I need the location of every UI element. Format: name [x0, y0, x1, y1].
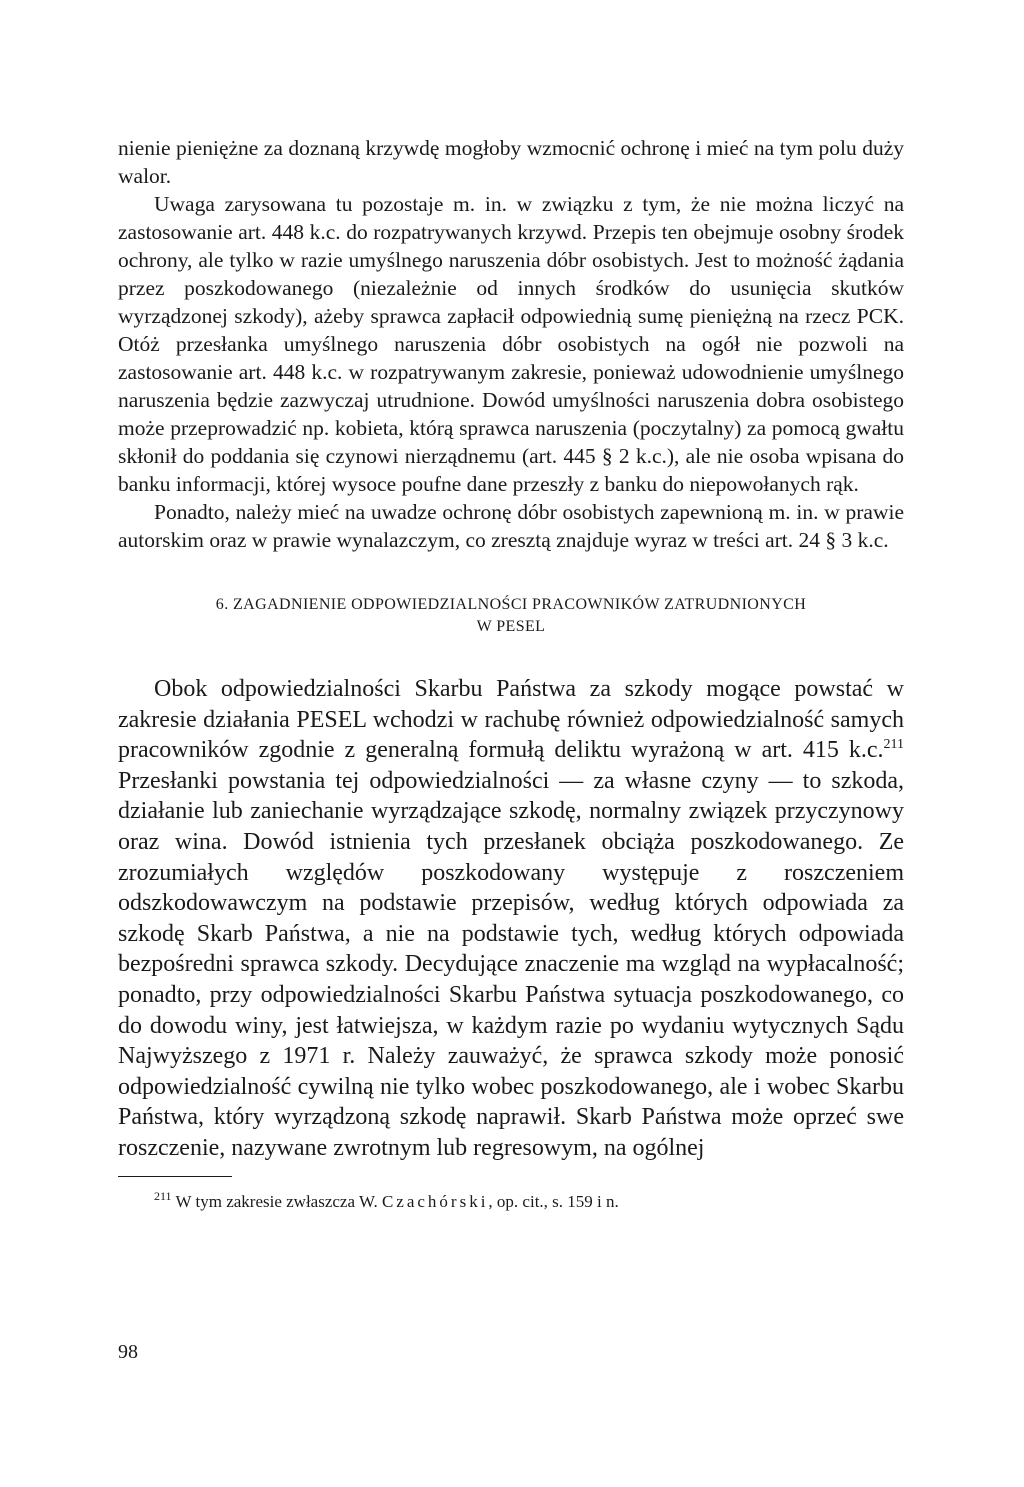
section-heading-line2: W PESEL — [476, 618, 546, 635]
footnote-number: 211 — [154, 1188, 172, 1203]
footnote-reference: 211 — [883, 737, 904, 753]
footnote-text-after: , op. cit., s. 159 i n. — [488, 1191, 619, 1211]
paragraph-author-rights: Ponadto, należy mieć na uwadze ochronę dóbr osobistych zapewnioną m. in. w prawie autorskim oraz w prawie wynalazczym, co zresztą znajduje wyraz w treści art. 24 § 3 k.c. — [118, 500, 904, 552]
footnote-author: Czachórski — [381, 1191, 489, 1211]
paragraph-employee-liability — [118, 674, 904, 1164]
footnote-divider — [118, 1176, 232, 1177]
page-number: 98 — [118, 1341, 138, 1363]
body-text-after-ref: Przesłanki powstania tej odpowiedzialności — za własne czyny — to szkoda, działanie lub zaniechanie wyrządzające szkodę, normalny związek przyczynowy oraz wina. Dowód istnienia tych przesłanek obciąża poszkodowanego. Ze zrozumiałych względów poszkodowany występuje z roszczeniem odszkodowawczym na podstawie przepisów, według których odpowiada za szkodę Skarb Państwa, a nie na podstawie tych, według których odpowiada bezpośredni sprawca szkody. Decydujące znaczenie ma wzgląd na wypłacalność; ponadto, przy odpowiedzialności Skarbu Państwa sytuacja poszkodowanego, co do dowodu winy, jest łatwiejsza, w każdym razie po wydaniu wytycznych Sądu Najwyższego z 1971 r. Należy zauważyć, że sprawca szkody może ponosić odpowiedzialność cywilną nie tylko wobec poszkodowanego, ale i wobec Skarbu Państwa, który wyrządzoną szkodę naprawił. Skarb Państwa może oprzeć swe roszczenie, nazywane zwrotnym lub regresowym, na ogólnej — [118, 767, 904, 1161]
section-body — [118, 674, 904, 1164]
footnote-text-before: W tym zakresie zwłaszcza W. — [171, 1191, 382, 1211]
section-heading-line1: 6. ZAGADNIENIE ODPOWIEDZIALNOŚCI PRACOWNIKÓW ZATRUDNIONYCH — [215, 596, 807, 613]
paragraph-continuation: nienie pieniężne za doznaną krzywdę mogłoby wzmocnić ochronę i mieć na tym polu duży walor. — [118, 136, 904, 188]
footnote — [118, 1188, 904, 1213]
section-heading — [118, 594, 904, 638]
page-content — [118, 134, 904, 1213]
paragraph-art-448: Uwaga zarysowana tu pozostaje m. in. w związku z tym, że nie można liczyć na zastosowanie art. 448 k.c. do rozpatrywanych krzywd. Przepis ten obejmuje osobny środek ochrony, ale tylko w razie umyślnego naruszenia dóbr osobistych. Jest to możność żądania przez poszkodowanego (niezależnie od innych środków do usunięcia skutków wyrządzonej szkody), ażeby sprawca zapłacił odpowiednią sumę pieniężną na rzecz PCK. Otóż przesłanka umyślnego naruszenia dóbr osobistych na ogół nie pozwoli na zastosowanie art. 448 k.c. w rozpatrywanym zakresie, ponieważ udowodnienie umyślnego naruszenia będzie zazwyczaj utrudnione. Dowód umyślności naruszenia dobra osobistego może przeprowadzić np. kobieta, którą sprawca naruszenia (poczytalny) za pomocą gwałtu skłonił do poddania się czynowi nierządnemu (art. 445 § 2 k.c.), ale nie osoba wpisana do banku informacji, której wysoce poufne dane przeszły z banku do niepowołanych rąk. — [118, 192, 904, 496]
body-text-before-ref: Obok odpowiedzialności Skarbu Państwa za szkody mogące powstać w zakresie działania PESEL wchodzi w rachubę również odpowiedzialność samych pracowników zgodnie z generalną formułą deliktu wyrażoną w art. 415 k.c. — [118, 676, 904, 764]
